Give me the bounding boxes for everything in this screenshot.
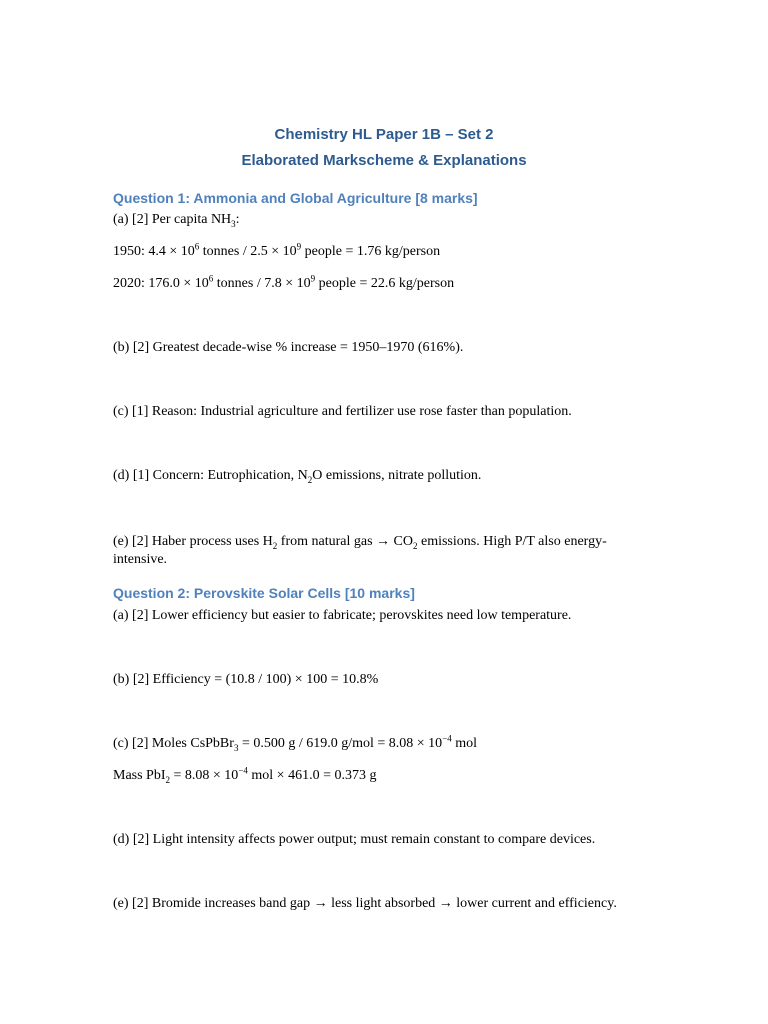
q1-part-a-1950: 1950: $4.4 \times 10^6$ tonnes / $2.5 \times 10^9$ people = 1.76 kg/person xyxy=(113,241,441,259)
question-1-heading: Question 1: Ammonia and Global Agriculture [8 marks] xyxy=(113,190,478,206)
q1-part-a: (a) [2] Per capita $NH_3$: xyxy=(113,212,240,229)
q1-part-a-2020: 2020: $176.0 \times 10^6$ tonnes / $7.8 \times 10^9$ people = 22.6 kg/person xyxy=(113,273,455,291)
q2-part-c-mass: Mass $PbI_2 = 8.08 \times 10^{-4}$ mol × 461.0 = 0.373 g xyxy=(113,765,377,785)
q2-part-d: (d) [2] Light intensity affects power output; must remain constant to compare devices. xyxy=(113,832,596,847)
q1-part-c: (c) [1] Reason: Industrial agriculture and fertilizer use rose faster than population. xyxy=(113,404,572,419)
q2-part-b: (b) [2] Efficiency = (10.8 / 100) × 100 = 10.8% xyxy=(113,672,379,687)
q1-part-e: (e) [2] Haber process uses $H_2$ from natural gas → $CO_2$ emissions. High P/T also energy-intensive. xyxy=(113,534,607,567)
document-title: Chemistry HL Paper 1B – Set 2 xyxy=(274,126,494,143)
question-2-heading: Question 2: Perovskite Solar Cells [10 marks] xyxy=(113,585,415,601)
q2-part-a: (a) [2] Lower efficiency but easier to fabricate; perovskites need low temperature. xyxy=(113,608,572,623)
q2-part-e: (e) [2] Bromide increases band gap → less light absorbed → lower current and efficiency. xyxy=(113,896,617,911)
q1-part-d: (d) [1] Concern: Eutrophication, $N_2O$ emissions, nitrate pollution. xyxy=(113,468,482,485)
q2-part-c-moles: (c) [2] Moles CsPbBr$_3$ = 0.500 g / 619.0 $g/mol = 8.08 \times 10^{-4}$ mol xyxy=(113,733,478,753)
q1-part-b: (b) [2] Greatest decade-wise % increase = 1950–1970 (616%). xyxy=(113,340,464,355)
document-subtitle: Elaborated Markscheme & Explanations xyxy=(241,152,527,169)
